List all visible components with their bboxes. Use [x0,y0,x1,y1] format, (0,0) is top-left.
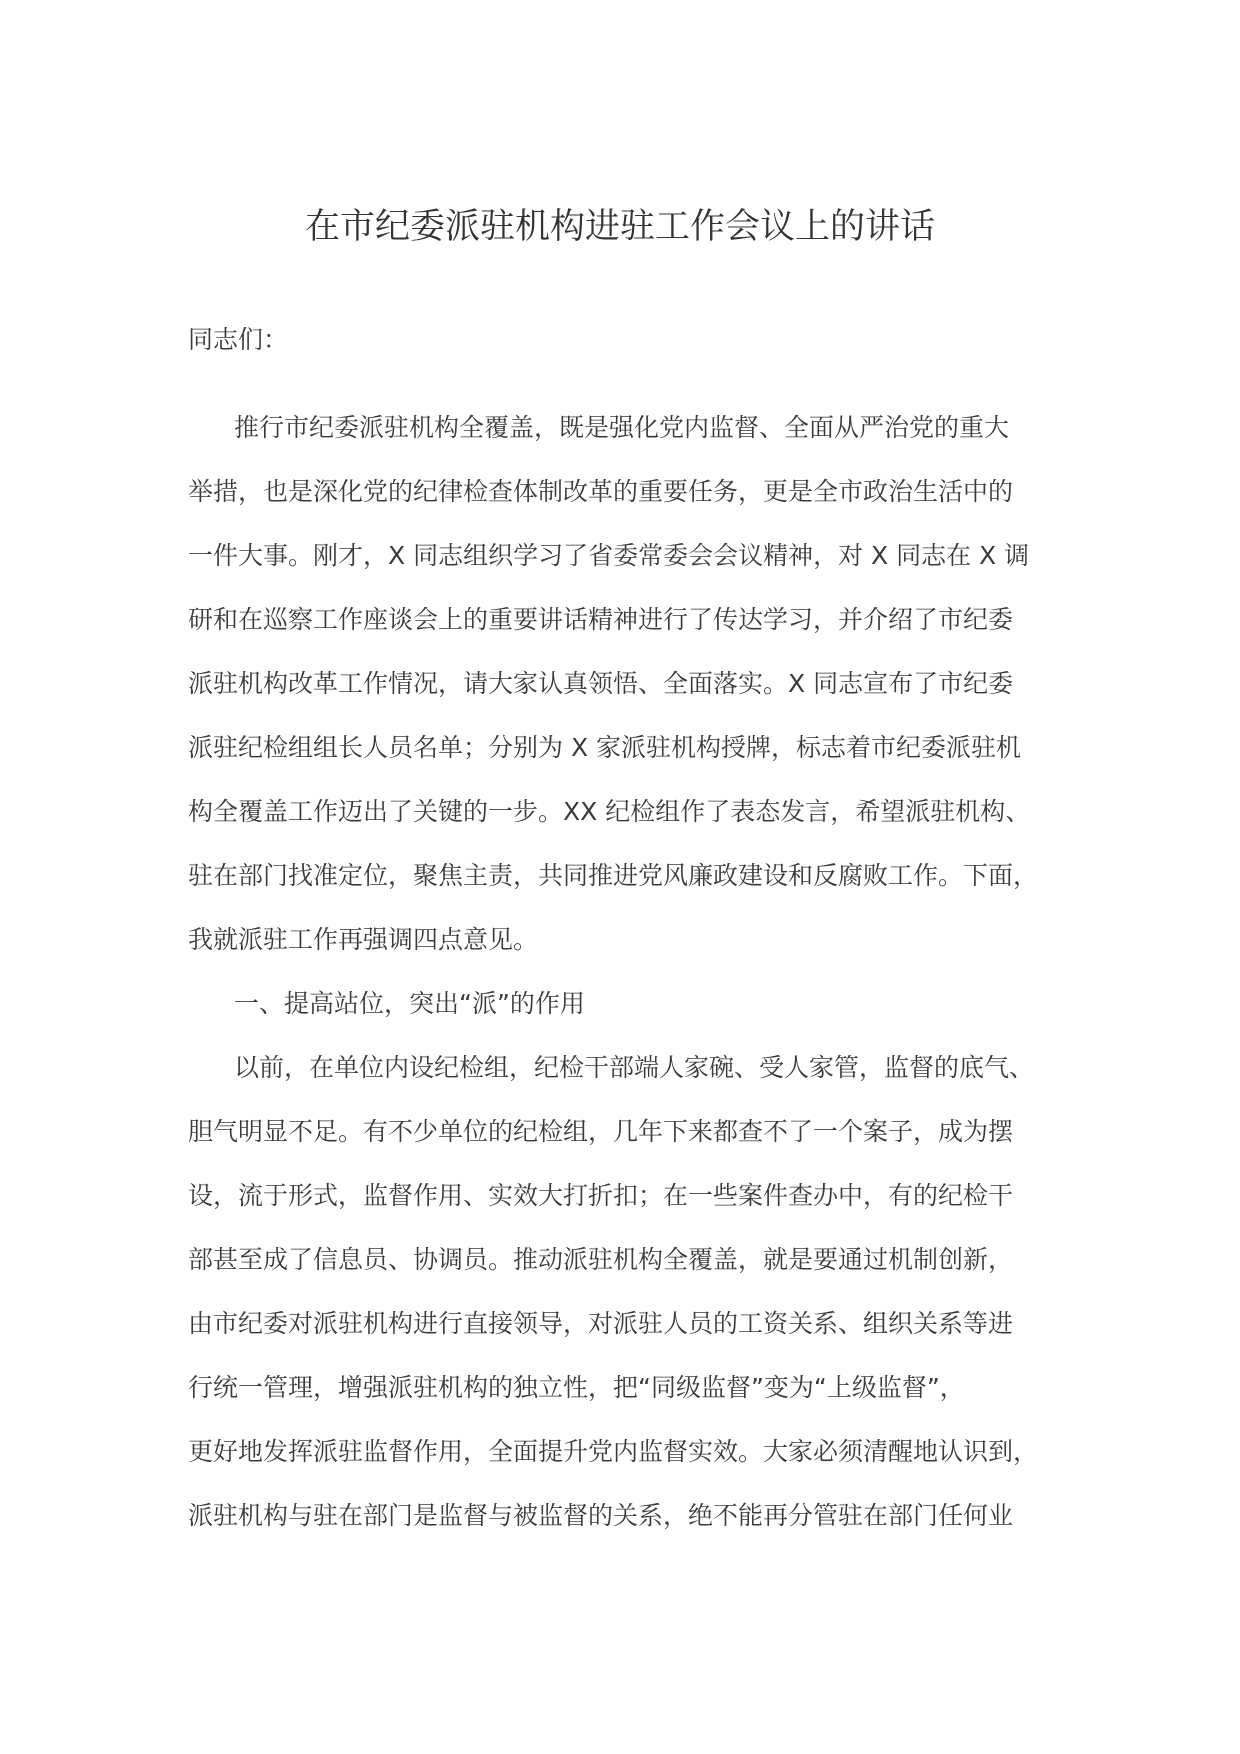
paragraph-line: 部甚至成了信息员、协调员。推动派驻机构全覆盖，就是要通过机制创新， [188,1245,1014,1274]
paragraph-line: 更好地发挥派驻监督作用，全面提升党内监督实效。大家必须清醒地认识到， [188,1437,1039,1466]
paragraph-2 [188,1046,1088,1558]
paragraph-line: 由市纪委对派驻机构进行直接领导，对派驻人员的工资关系、组织关系等进 [188,1309,1014,1338]
paragraph-line: 派驻机构与驻在部门是监督与被监督的关系，绝不能再分管驻在部门任何业 [188,1501,1014,1530]
section-heading-1: 一、提高站位，突出“派”的作用 [234,989,585,1018]
salutation: 同志们： [188,325,289,354]
paragraph-line: 行统一管理，增强派驻机构的独立性，把“同级监督”变为“上级监督”， [188,1373,965,1402]
document-title: 在市纪委派驻机构进驻工作会议上的讲话 [304,207,935,247]
paragraph-1 [188,406,1088,982]
paragraph-line: 以前，在单位内设纪检组，纪检干部端人家碗、受人家管，监督的底气、 [234,1053,1035,1082]
paragraph-line: 推行市纪委派驻机构全覆盖，既是强化党内监督、全面从严治党的重大 [234,413,1010,442]
paragraph-line: 构全覆盖工作迈出了关键的一步。XX 纪检组作了表态发言，希望派驻机构、 [188,797,1031,826]
paragraph-line: 驻在部门找准定位，聚焦主责，共同推进党风廉政建设和反腐败工作。下面， [188,861,1039,890]
paragraph-line: 举措，也是深化党的纪律检查体制改革的重要任务，更是全市政治生活中的 [188,477,1014,506]
paragraph-line: 我就派驻工作再强调四点意见。 [188,925,539,954]
document-body [188,318,1088,1558]
paragraph-line: 胆气明显不足。有不少单位的纪检组，几年下来都查不了一个案子，成为摆 [188,1117,1014,1146]
paragraph-line: 一件大事。刚才，X 同志组织学习了省委常委会会议精神，对 X 同志在 X 调 [188,541,1030,570]
paragraph-line: 设，流于形式，监督作用、实效大打折扣；在一些案件查办中，有的纪检干 [188,1181,1014,1210]
paragraph-line: 研和在巡察工作座谈会上的重要讲话精神进行了传达学习，并介绍了市纪委 [188,605,1014,634]
paragraph-line: 派驻纪检组组长人员名单；分别为 X 家派驻机构授牌，标志着市纪委派驻机 [188,733,1022,762]
paragraph-line: 派驻机构改革工作情况，请大家认真领悟、全面落实。X 同志宣布了市纪委 [188,669,1014,698]
